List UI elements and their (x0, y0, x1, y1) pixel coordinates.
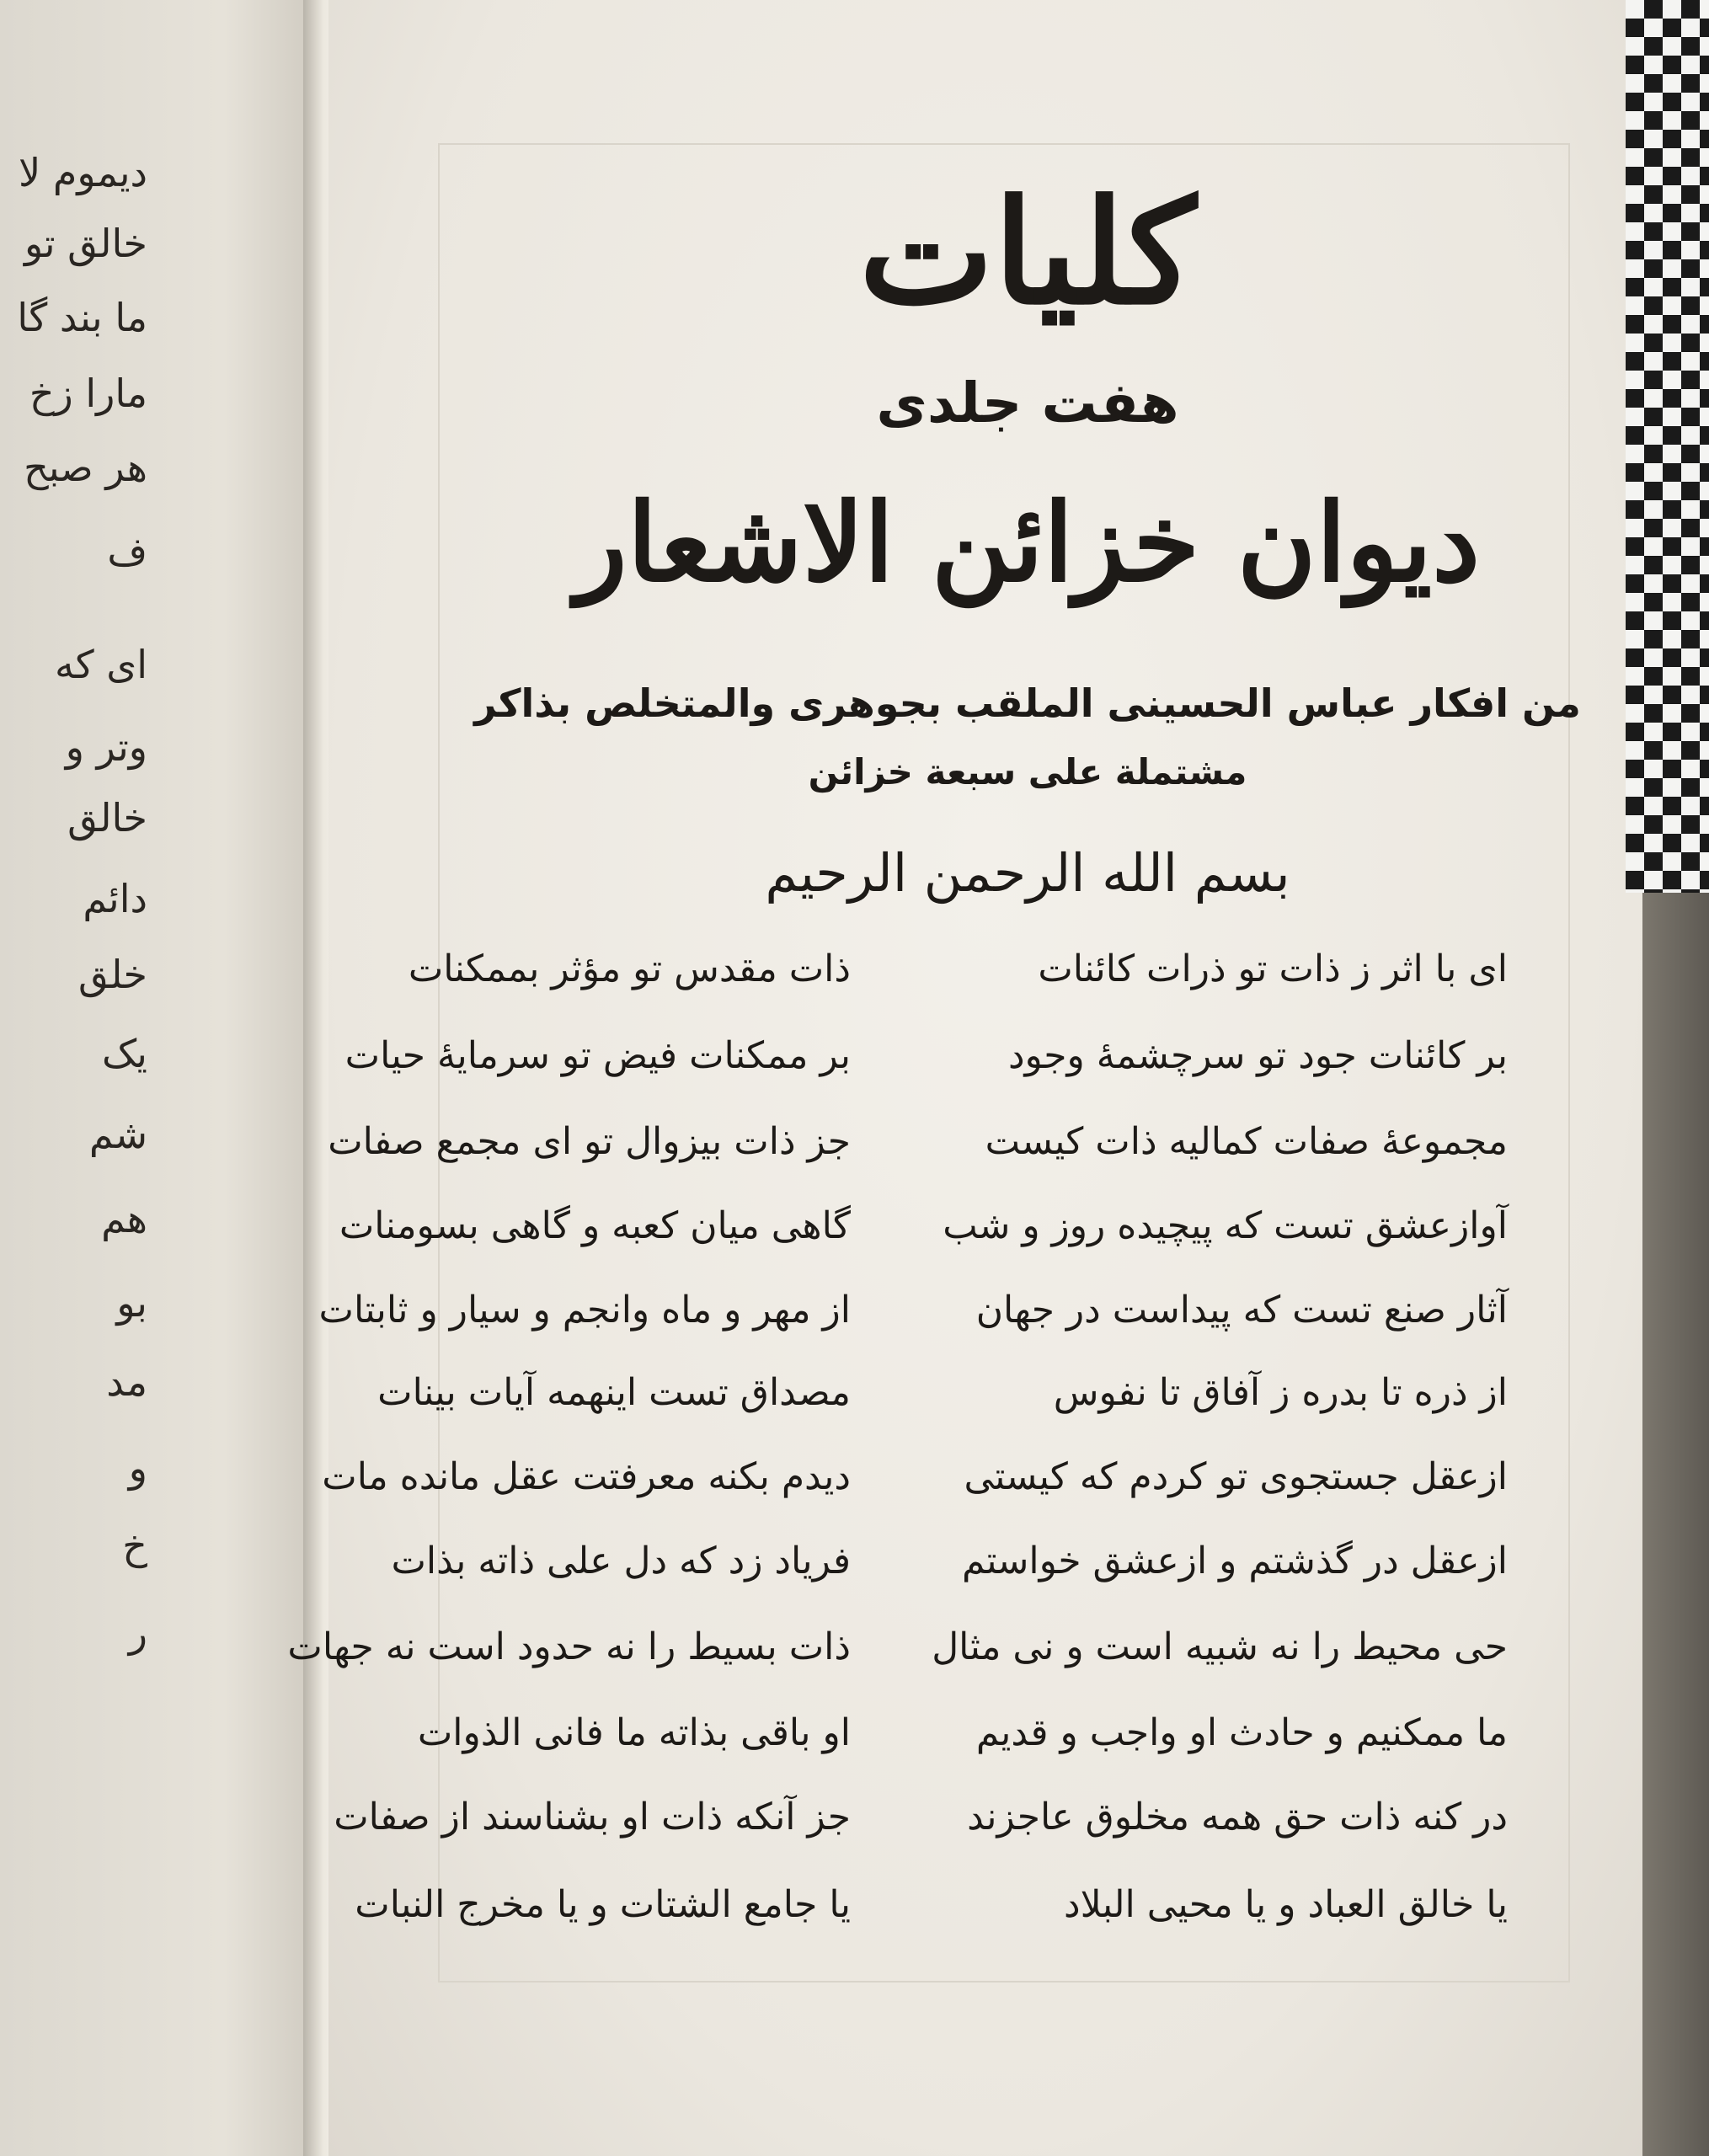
basmala: بسم الله الرحمن الرحیم (765, 842, 1290, 904)
left-page-line: خالق تو (24, 221, 147, 266)
verse-second-hemistich: یا جامع الشتات و یا مخرج النبات (355, 1883, 851, 1926)
book-title: کلیات (858, 168, 1197, 337)
verse-first-hemistich: آوازعشق تست که پیچیده روز و شب (943, 1204, 1508, 1247)
verse-first-hemistich: آثار صنع تست که پیداست در جهان (975, 1289, 1508, 1331)
left-page-line: ر (128, 1610, 147, 1656)
author-line: من افکار عباس الحسینی الملقب بجوهری والمتخلص بذاکر (474, 680, 1581, 726)
verse-first-hemistich: حی محیط را نه شبیه است و نی مثال (932, 1625, 1508, 1668)
page-edge-shadow (1642, 893, 1709, 2156)
verse-first-hemistich: ازعقل در گذشتم و ازعشق خواستم (961, 1540, 1508, 1582)
left-page-line: ای که (55, 642, 147, 687)
left-page-line: شم (88, 1112, 147, 1157)
verse-first-hemistich: در کنه ذات حق همه مخلوق عاجزند (967, 1796, 1508, 1838)
left-page-line: ف (107, 529, 147, 574)
left-page-line: هر صبح (24, 445, 147, 490)
verse-second-hemistich: گاهی میان کعبه و گاهی بسومنات (339, 1204, 851, 1247)
verse-second-hemistich: جز ذات بیزوال تو ای مجمع صفات (328, 1120, 851, 1163)
left-page-line: یک (102, 1031, 147, 1076)
left-page-line: هم (101, 1196, 147, 1241)
verse-first-hemistich: بر کائنات جود تو سرچشمهٔ وجود (1007, 1034, 1508, 1077)
diwan-title: دیوان خزائن الاشعار (574, 480, 1481, 606)
contents-line: مشتملة علی سبعة خزائن (808, 751, 1247, 792)
left-page-line: خلق (77, 952, 147, 997)
left-page-line: مارا زخ (29, 371, 147, 416)
verse-second-hemistich: جز آنکه ذات او بشناسند از صفات (334, 1796, 851, 1838)
verse-second-hemistich: ذات بسیط را نه حدود است نه جهات (287, 1625, 851, 1668)
verse-second-hemistich: از مهر و ماه وانجم و سیار و ثابتات (318, 1289, 851, 1331)
verse-second-hemistich: دیدم بکنه معرفتت عقل مانده مات (322, 1455, 851, 1498)
verse-second-hemistich: بر ممکنات فیض تو سرمایهٔ حیات (344, 1034, 851, 1077)
left-page-line: وتر و (65, 724, 147, 770)
volumes-subtitle: هفت جلدی (876, 371, 1179, 435)
left-facing-page (0, 0, 320, 2156)
verse-first-hemistich: ما ممکنیم و حادث او واجب و قدیم (975, 1711, 1508, 1754)
checker-pattern (1626, 0, 1709, 893)
verse-second-hemistich: ذات مقدس تو مؤثر بممکنات (408, 947, 851, 990)
verse-first-hemistich: یا خالق العباد و یا محیی البلاد (1064, 1883, 1508, 1926)
left-page-line: ما بند گا (17, 295, 147, 340)
verse-first-hemistich: ای با اثر ز ذات تو ذرات کائنات (1038, 947, 1508, 990)
verse-second-hemistich: او باقی بذاته ما فانی الذوات (417, 1711, 851, 1754)
left-page-line: و (128, 1445, 147, 1491)
left-page-line: خالق (67, 795, 147, 841)
left-page-line: دیموم لا (19, 150, 147, 195)
left-page-line: خ (122, 1523, 147, 1568)
left-page-line: مد (106, 1359, 147, 1405)
verse-second-hemistich: مصداق تست اینهمه آیات بینات (377, 1371, 851, 1414)
left-page-line: بو (116, 1280, 147, 1326)
left-page-line: دائم (83, 876, 147, 921)
title-page (287, 0, 1583, 2156)
verse-first-hemistich: از ذره تا بدره ز آفاق تا نفوس (1053, 1371, 1508, 1414)
verse-second-hemistich: فریاد زد که دل علی ذاته بذات (391, 1540, 851, 1582)
verse-first-hemistich: ازعقل جستجوی تو کردم که کیستی (964, 1455, 1508, 1498)
verse-first-hemistich: مجموعهٔ صفات کمالیه ذات کیست (985, 1120, 1508, 1163)
